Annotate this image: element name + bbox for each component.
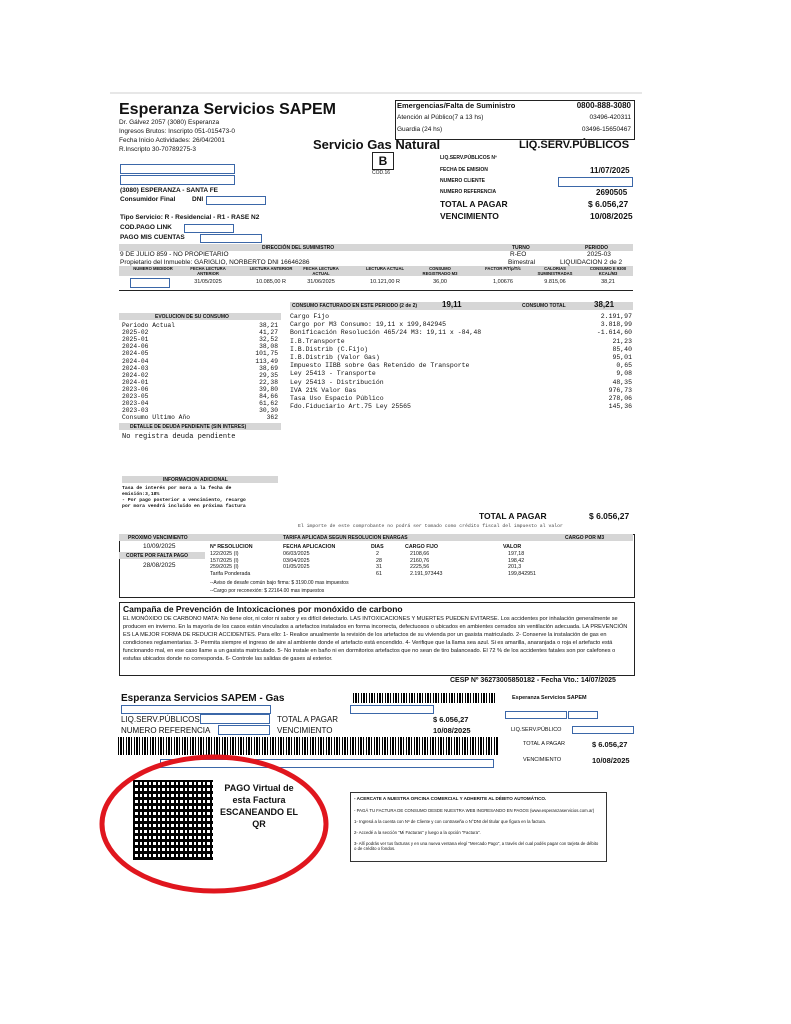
coupon-ref-field	[218, 725, 270, 735]
client-number-label: NUMERO CLIENTE	[440, 178, 485, 184]
history-value: 38,21	[259, 322, 278, 329]
charge-label: Bonificación Resolución 465/24 M3: 19,11 x -84,48	[290, 329, 482, 337]
meter-col-value: 36,00	[433, 279, 447, 285]
history-label: 2024-02	[122, 371, 149, 379]
charge-value: 976,73	[608, 386, 632, 394]
total-value: $ 6.056,27	[588, 199, 629, 209]
history-label: 2023-04	[122, 400, 149, 408]
coupon-total-value: $ 6.056,27	[433, 715, 469, 724]
charge-label: Ley 25413 - Distribución	[290, 378, 384, 386]
history-label: 2024-04	[122, 357, 149, 365]
meter-col-header: FACTOR P/T/p/T/c	[485, 266, 521, 271]
tariff-notice-1: --Aviso de desafe común bajo firma: $ 3190.00 mas impuestos	[210, 580, 349, 586]
history-label: 2023-05	[122, 393, 149, 400]
cesp-line: CESP Nº 36273005850182 - Fecha Vto.: 14/07/2025	[450, 677, 616, 684]
company-name: Esperanza Servicios SAPEM	[119, 101, 336, 118]
atencion-phone: 03496-420311	[589, 114, 631, 121]
charge-value: 278,06	[608, 395, 632, 402]
meter-number-field	[130, 278, 170, 288]
history-value: 32,52	[259, 336, 278, 344]
charge-value: 95,01	[612, 354, 632, 361]
red-circle-annotation	[96, 750, 332, 898]
tariff-cell: 03/04/2025	[283, 557, 310, 564]
coupon-liq-label: LIQ.SERV.PÚBLICOS	[121, 715, 200, 724]
tariff-cell: 2	[376, 551, 379, 557]
tariff-cell: 259/2025 (I)	[210, 564, 239, 570]
charge-label: I.B.Distrib (C.Fijo)	[290, 345, 369, 353]
company-start-date: Fecha Inicio Actividades: 26/04/2001	[119, 137, 225, 144]
client-dni-label: DNI	[192, 196, 204, 203]
company-address: Dr. Gálvez 2057 (3080) Esperanza	[119, 119, 220, 126]
charge-label: Impuesto IIBB sobre Gas Retenido de Transporte	[290, 362, 470, 370]
charge-label: Ley 25413 - Transporte	[290, 370, 376, 378]
campaign-title: Campaña de Prevención de Intoxicaciones por monóxido de carbono	[123, 604, 403, 614]
meter-col-value: 10.085,00 R	[256, 279, 286, 285]
client-address-field	[120, 175, 235, 185]
tariff-cell: 122/2025 (I)	[210, 551, 239, 557]
debt-title: DETALLE DE DEUDA PENDIENTE (SIN INTERES)	[130, 424, 247, 430]
client-dni-field	[206, 196, 266, 205]
charge-label: IVA 21% Valor Gas	[290, 386, 357, 394]
tariff-cell: 157/2025 (I)	[210, 557, 239, 564]
history-value: 84,66	[259, 393, 278, 400]
next-due-header: PROXIMO VENCIMIENTO	[128, 535, 188, 541]
tariff-cell: 01/05/2025	[283, 564, 310, 570]
tariff-cell: 28	[376, 557, 382, 564]
consumption-period-label: CONSUMO FACTURADO EN ESTE PERIODO (2 de 2)	[292, 303, 418, 309]
meter-col-header: FECHA LECTURA ACTUAL	[303, 266, 339, 276]
atencion-label: Atención al Público(7 a 13 hs)	[397, 114, 484, 121]
history-label: 2023-03	[122, 407, 149, 415]
liq-number-label: LIQ.SERV.PÚBLICOS Nº	[440, 155, 497, 161]
additional-line: - Por pago posterior a vencimiento, recargo	[122, 498, 246, 503]
instruction-line: 2- Accedé a la sección "Mi Facturas" y luego a la opción "Factura".	[354, 830, 481, 835]
top-rule	[110, 92, 642, 94]
history-value: 113,49	[255, 357, 278, 365]
charge-label: Tasa Uso Espacio Público	[290, 395, 384, 402]
tariff-col-header: FECHA APLICACION	[283, 544, 336, 550]
pago-mis-cuentas-field	[200, 234, 262, 243]
invoice-letter: B	[372, 152, 394, 170]
tariff-cell: 2160,76	[410, 557, 430, 564]
charge-value: 85,40	[612, 345, 632, 353]
supply-address: 9 DE JULIO 859 - NO PROPIETARIO	[120, 251, 229, 258]
meter-col-header: CALORIAS SUMINISTRADAS	[537, 266, 573, 276]
tariff-cell: 2225,56	[410, 564, 430, 570]
reference-number-label: NUMERO REFERENCIA	[440, 189, 497, 195]
history-value: 41,27	[259, 329, 278, 337]
instruction-line: 3- Allí podrás ver tus facturas y en una nueva ventana elegí "Mercado Pago", a través del cual podés pagar con tarjeta de débito o de crédito o fondos.	[354, 841, 599, 851]
tariff-col-header: VALOR	[503, 544, 522, 550]
corte-header: CORTE POR FALTA PAGO	[126, 553, 189, 559]
charge-value: 21,23	[612, 337, 632, 345]
tariff-col-header: Nº RESOLUCION	[210, 544, 253, 550]
qr-caption: PAGO Virtual de esta Factura ESCANEANDO EL QR	[219, 783, 298, 829]
supply-owner: Propietario del Inmueble: GARIGLIO, NORBERTO DNI 16646286	[120, 259, 310, 266]
tariff-cell: 197,18	[508, 551, 525, 557]
history-label: 2025-01	[122, 336, 149, 344]
emergency-phone: 0800-888-3080	[576, 101, 631, 110]
client-number-field	[558, 177, 633, 187]
liquidacion-value: LIQUIDACION 2 de 2	[560, 259, 623, 266]
history-value: 38,08	[259, 343, 278, 351]
coupon-right-venc-value: 10/08/2025	[592, 756, 630, 765]
history-label: 2024-01	[122, 378, 149, 386]
meter-bottom-rule	[119, 290, 633, 291]
charge-value: 3.818,99	[600, 321, 632, 329]
coupon-total-label: TOTAL A PAGAR	[277, 715, 339, 724]
history-label: 2025-02	[122, 329, 149, 337]
meter-col-header: CONSUMO REGISTRADO M3	[422, 266, 458, 276]
coupon-venc-value: 10/08/2025	[433, 726, 471, 735]
consumption-total-label: CONSUMO TOTAL	[522, 303, 566, 309]
history-label: 2023-06	[122, 385, 149, 393]
turno-header: TURNO	[512, 245, 530, 251]
client-name-field	[120, 164, 235, 174]
meter-col-header: FECHA LECTURA ANTERIOR	[190, 266, 226, 276]
guardia-phone: 03496-15650467	[581, 126, 631, 133]
coupon-right-title: Esperanza Servicios SAPEM	[512, 695, 587, 701]
history-value: 29,35	[259, 371, 278, 379]
history-label: 2024-05	[122, 350, 149, 358]
history-label: 2024-06	[122, 343, 149, 351]
corte-value: 28/08/2025	[143, 562, 176, 569]
tariff-notice-2: --Cargo por reconexión: $ 22164.00 mas impuestos	[210, 588, 325, 594]
turno-value: R-EO	[510, 251, 527, 258]
meter-col-value: 38,21	[601, 279, 615, 285]
history-title: EVOLUCION DE SU CONSUMO	[155, 314, 229, 320]
campaign-text: EL MONÓXIDO DE CARBONO MATA: No tiene olor, ni color ni sabor y es difícil detectarlo. LAS INTOXICACIONES Y MUERTES PUEDEN EVITARSE. Los accidentes por inhalación generalmente se producen en invierno. En la mayoría de los casos están vinculados a artefactos instalados en forma incorrecta, defectuosos o ubicados en ambientes cerrados sin ventilación adecuada. LA PREVENCIÓN ES LA MEJOR FORMA DE REDUCIR ACCIDENTES. Para ello: 1- Realice anualmente la revisión de los artefactos de su vivienda por un gasista matriculado. 2- Conserve la instalación de gas en condiciones reglamentarias. 3- Permita siempre el ingreso de aire al ambiente donde el artefacto está encendido. 4- Verifique que la llama sea azul. Si es amarilla, anaranjada o roja el artefacto está funcionando mal, en ese caso llame a un gasista matriculado. 5- No instale en baño ni en dormitorios artefactos que no sean de tiro balanceado. El 72 % de los accidentes fatales son por calefones o estufas ubicados donde no corresponda. 6- Controle las salidas de gases al exterior.	[123, 616, 628, 662]
tariff-cell: 201,3	[508, 564, 522, 570]
total-label: TOTAL A PAGAR	[440, 199, 508, 209]
next-due-value: 10/09/2025	[143, 543, 176, 550]
meter-col-value: 10.121,00 R	[370, 279, 400, 285]
history-label: Periodo Actual	[122, 322, 175, 329]
meter-col-value: 31/06/2025	[307, 279, 335, 285]
frequency-value: Bimestral	[508, 259, 536, 266]
consumption-total-value: 38,21	[594, 300, 615, 309]
tariff-cell: 199,842951	[508, 570, 536, 577]
coupon-right-liq-label: LIQ.SERV.PÚBLICO	[511, 727, 562, 733]
coupon-right-field-2	[568, 711, 598, 719]
debt-text: No registra deuda pendiente	[122, 433, 236, 441]
due-date-label: VENCIMIENTO	[440, 211, 499, 221]
company-iibb: Ingresos Brutos: Inscripto 051-015473-0	[119, 128, 235, 135]
charge-label: I.B.Distrib (Valor Gas)	[290, 354, 380, 361]
tariff-cell: 06/03/2025	[283, 551, 310, 557]
additional-title: INFORMACION ADICIONAL	[163, 477, 228, 483]
reference-number-value: 2690505	[596, 188, 628, 197]
coupon-right-liq-field	[572, 726, 634, 734]
meter-col-header: LECTURA ACTUAL	[365, 266, 405, 271]
meter-col-value: 1,00676	[493, 279, 513, 285]
additional-line: por mora vendrá incluido en próxima factura	[122, 504, 246, 509]
tariff-cell: 2108,66	[410, 551, 430, 557]
supply-header-bar	[119, 244, 633, 251]
tariff-cell: 2.191,973443	[410, 570, 443, 577]
coupon-right-total-label: TOTAL A PAGAR	[523, 741, 565, 747]
tariff-cell: Tarifa Ponderada	[210, 570, 251, 577]
instruction-line: - PAGÁ TU FACTURA DE CONSUMO DESDE NUESTRA WEB INGRESANDO EN PAGOS (www.esperanzaservicios.com.ar)	[354, 808, 595, 813]
charge-value: -1.614,60	[596, 329, 632, 337]
periodo-value: 2025-03	[587, 251, 611, 258]
emission-date-label: FECHA DE EMISION	[440, 167, 488, 173]
coupon-right-field-1	[505, 711, 567, 719]
meter-col-header: LECTURA ANTERIOR	[249, 266, 293, 271]
coupon-title: Esperanza Servicios SAPEM - Gas	[121, 693, 285, 704]
history-value: 39,80	[259, 385, 278, 393]
total-block-value: $ 6.056,27	[589, 511, 630, 521]
tariff-cell: 61	[376, 570, 382, 577]
coupon-barcode-small	[353, 693, 495, 703]
instructions-title: - ACERCATE A NUESTRA OFICINA COMERCIAL Y ADHERITE AL DÉBITO AUTOMÁTICO.	[354, 796, 547, 801]
company-cuit: R.Inscripto 30-70789275-3	[119, 146, 196, 153]
charge-value: 2.191,97	[600, 313, 632, 320]
service-type: Tipo Servicio: R - Residencial - R1 - RASE N2	[120, 214, 260, 221]
tariff-cell: 198,42	[508, 557, 525, 564]
charge-value: 145,36	[608, 403, 632, 411]
cargo-m3-header: CARGO POR M3	[565, 535, 605, 541]
liq-title: LIQ.SERV.PÚBLICOS	[519, 139, 630, 151]
tariff-header: TARIFA APLICADA SEGUN RESOLUCION ENARGAS	[283, 535, 408, 541]
periodo-header: PERIODO	[585, 245, 609, 251]
consumption-period-value: 19,11	[442, 300, 462, 309]
pago-mis-cuentas-label: PAGO MIS CUENTAS	[120, 234, 185, 241]
charge-value: 48,35	[612, 378, 632, 386]
history-value: 30,30	[259, 407, 278, 415]
total-block-note: El importe de este comprobante no podrá ser tomado como crédito fiscal del impuesto al valor	[298, 524, 563, 529]
coupon-right-venc-label: VENCIMIENTO	[523, 757, 562, 763]
coupon-right-total-value: $ 6.056,27	[592, 740, 628, 749]
tariff-col-header: DIAS	[371, 544, 384, 550]
coupon-ref-label: NUMERO REFERENCIA	[121, 726, 211, 735]
coupon-top-field	[350, 705, 434, 714]
history-value: 61,62	[259, 400, 278, 408]
supply-address-header: DIRECCIÓN DEL SUMINISTRO	[262, 245, 335, 251]
coupon-liq-field	[200, 714, 270, 724]
history-value: 22,38	[259, 378, 278, 386]
additional-line: emisión:3,18%	[122, 492, 160, 497]
invoice-letter-code: COD.16	[372, 170, 391, 176]
coupon-blank-field	[121, 705, 271, 714]
meter-col-header: NUMERO MEDIDOR	[133, 266, 173, 271]
instructions-box	[350, 792, 607, 862]
client-condition: Consumidor Final	[120, 196, 176, 203]
additional-line: Tasa de interés por mora a la fecha de	[122, 486, 232, 491]
guardia-label: Guardia (24 hs)	[397, 126, 443, 133]
due-date-value: 10/08/2025	[590, 211, 633, 221]
total-block-label: TOTAL A PAGAR	[479, 511, 547, 521]
history-label: 2024-03	[122, 364, 149, 372]
charge-label: Cargo Fijo	[290, 313, 330, 320]
meter-col-header: CONSUMO E 9300 KCAL/M3	[589, 266, 627, 276]
meter-col-value: 31/05/2025	[194, 279, 222, 285]
coupon-venc-label: VENCIMIENTO	[277, 726, 333, 735]
history-value: 38,69	[259, 364, 278, 372]
charge-label: Fdo.Fiduciario Art.75 Ley 25565	[290, 403, 411, 411]
emergency-title: Emergencias/Falta de Suministro	[397, 101, 516, 110]
cod-pago-link-field	[184, 224, 234, 233]
tariff-col-header: CARGO FIJO	[405, 544, 438, 550]
history-label: Consumo Ultimo Año	[122, 414, 191, 422]
instruction-line: 1- Ingresá a la cuenta con Nº de Cliente y con contraseña o N°DNI del titular que figura en la factura.	[354, 819, 546, 824]
charge-value: 9,08	[616, 370, 632, 378]
client-city: (3080) ESPERANZA - SANTA FE	[120, 187, 218, 194]
charge-label: I.B.Transporte	[290, 337, 345, 345]
tariff-cell: 31	[376, 564, 382, 570]
charge-label: Cargo por M3 Consumo: 19,11 x 199,842945	[290, 321, 447, 329]
history-value: 101,75	[255, 350, 278, 358]
history-value: 362	[266, 414, 278, 422]
charge-value: 0,65	[616, 362, 632, 370]
service-title: Servicio Gas Natural	[313, 137, 441, 152]
emission-date-value: 11/07/2025	[590, 166, 630, 175]
meter-col-value: 9.815,06	[544, 279, 566, 285]
cod-pago-link-label: COD.PAGO LINK	[120, 224, 172, 231]
